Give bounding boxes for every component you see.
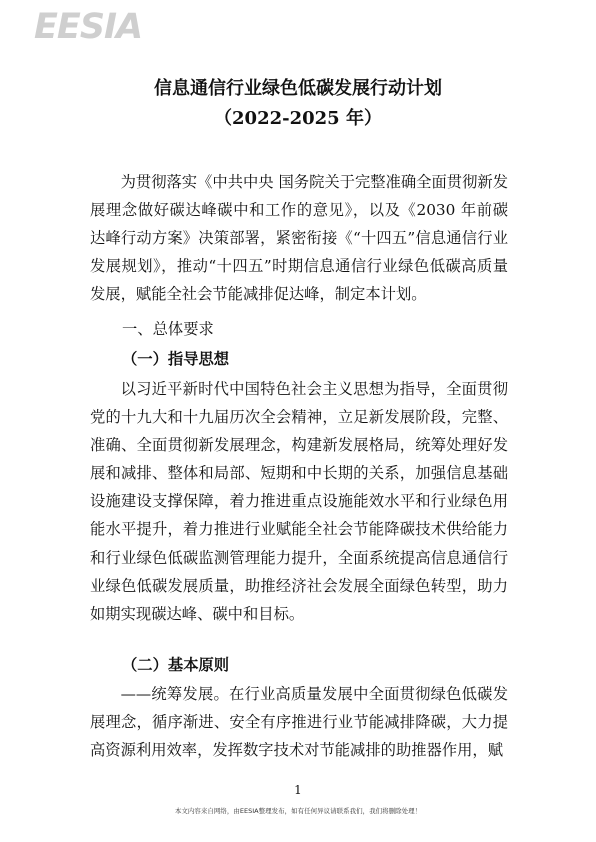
eesia-logo: EESIA xyxy=(34,7,143,47)
page-number: 1 xyxy=(294,783,302,797)
guiding-ideology-paragraph: 以习近平新时代中国特色社会主义思想为指导，全面贯彻党的十九大和十九届历次全会精神，立足新发展阶段，完整、准确、全面贯彻新发展理念，构建新发展格局，统筹处理好发展和减排、整体和局部、短期和中长期的关系，加强信息基础设施建设支撑保障，着力推进重点设施能效水平和行业绿色用能水平提升，着力推进行业赋能全社会节能降碳技术供给能力和行业绿色低碳监测管理能力提升，全面系统提高信息通信行业绿色低碳发展质量，助推经济社会发展全面绿色转型，助力如期实现碳达峰、碳中和目标。 xyxy=(90,380,508,623)
footer-notice: 本文内容来自网络，由EESIA整理发布，如有任何异议请联系我们，我们将删除处理！ xyxy=(174,807,422,815)
document-subtitle: （2022-2025 年） xyxy=(214,108,382,129)
intro-paragraph: 为贯彻落实《中共中央 国务院关于完整准确全面贯彻新发展理念做好碳达峰碳中和工作的意见》，以及《2030 年前碳达峰行动方案》决策部署，紧密衔接《“十四五”信息通信行业发展规划》，推动“十四五”时期信息通信行业绿色低碳高质量发展，赋能全社会节能减排促达峰，制定本计划。 xyxy=(90,173,508,304)
subsection-heading-basic-principles: （二）基本原则 xyxy=(122,656,230,674)
section-heading-general-requirements: 一、总体要求 xyxy=(122,320,214,338)
basic-principles-paragraph: ——统筹发展。在行业高质量发展中全面贯彻绿色低碳发展理念，循序渐进、安全有序推进行业节能减排降碳，大力提高资源利用效率，发挥数字技术对节能减排的助推器作用，赋 xyxy=(90,685,508,760)
document-title: 信息通信行业绿色低碳发展行动计划 xyxy=(154,78,442,99)
subsection-heading-guiding-ideology: （一）指导思想 xyxy=(122,350,230,368)
